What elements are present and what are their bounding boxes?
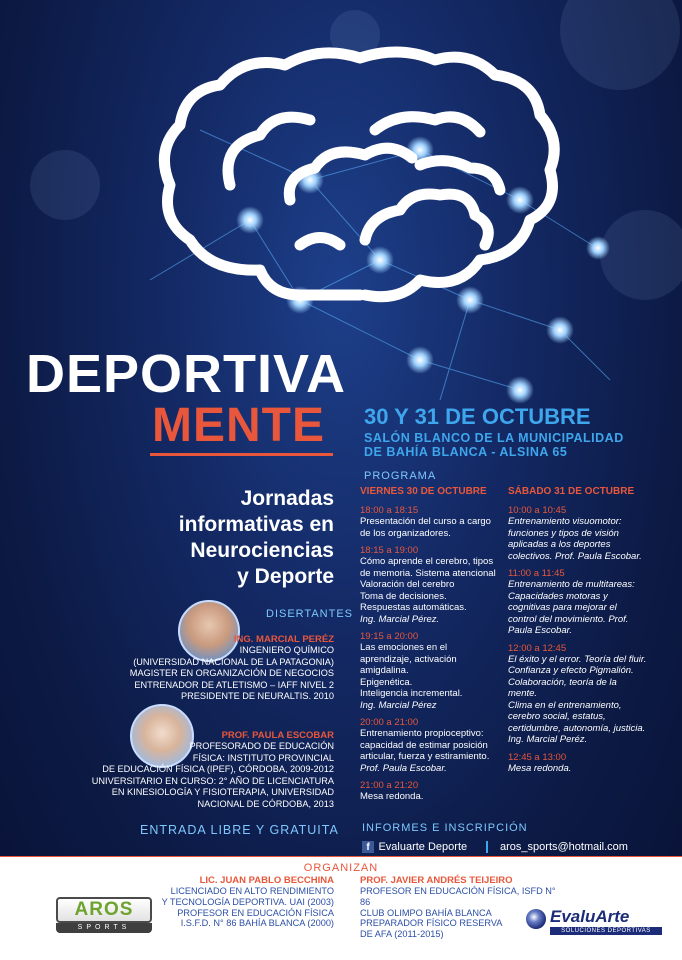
program-heading: PROGRAMA [364, 470, 437, 482]
program-text: cerebro social, estatus, [508, 711, 606, 722]
subtitle-line: y Deporte [237, 565, 334, 588]
organizer-detail: PROFESOR EN EDUCACIÓN FÍSICA, ISFD N° 86 [360, 886, 556, 907]
program-text: Respuestas automáticas. [360, 602, 467, 613]
program-item [508, 643, 673, 746]
speaker-name: ING. MARCIAL PERÉZ [233, 634, 334, 645]
program-text: cognitivas para mejorar el [508, 602, 617, 613]
program-text: Colaboración, teoría de la [508, 676, 617, 688]
speaker-detail: INGENIERO QUÍMICO [239, 645, 334, 655]
contact-email-link[interactable]: aros_sports@hotmail.com [500, 840, 628, 853]
program-time: 11:00 a 11:45 [508, 568, 565, 579]
organizer-detail: CLUB OLIMPO BAHÍA BLANCA [360, 907, 492, 918]
program-text: articular, fuerza y estiramiento. [360, 751, 490, 762]
organizer-detail: DE AFA (2011-2015) [360, 929, 444, 940]
speaker-detail: MAGISTER EN ORGANIZACIÓN DE NEGOCIOS [129, 668, 334, 678]
organizer-detail: PREPARADOR FÍSICO RESERVA [360, 918, 503, 929]
program-item [360, 717, 510, 774]
event-venue [364, 431, 624, 459]
saturday-heading: SÁBADO 31 DE OCTUBRE [508, 486, 635, 497]
program-text: Epigenética. [360, 676, 413, 688]
program-text: aplicadas a los deportes [508, 539, 611, 550]
program-text: funciones y tipos de visión [508, 527, 619, 539]
program-text: aprendizaje, activación [360, 653, 457, 665]
program-text: capacidad de estimar posición [360, 739, 488, 751]
speaker-detail: UNIVERSITARIO EN CURSO: 2° AÑO DE LICENCIATURA [91, 775, 334, 786]
organizers-heading: ORGANIZAN [303, 862, 379, 874]
program-text: control del movimiento. Prof. [508, 613, 629, 625]
program-text: Ing. Marcial Pérez. [360, 613, 440, 625]
program-time: 21:00 a 21:20 [360, 780, 419, 791]
speaker-marcial [98, 634, 334, 703]
contact-heading: INFORMES E INSCRIPCIÓN [362, 822, 528, 834]
venue-line: DE BAHÍA BLANCA - ALSINA 65 [364, 445, 568, 459]
program-time: 18:15 a 19:00 [360, 545, 419, 556]
program-text: Las emociones en el [360, 642, 448, 653]
organizer-name: PROF. JAVIER ANDRÉS TEIJEIRO [360, 875, 513, 886]
speaker-name: PROF. PAULA ESCOBAR [221, 730, 334, 741]
program-text: Clima en el entrenamiento, [508, 699, 622, 711]
program-text: Mesa redonda. [508, 762, 572, 774]
program-text: Confianza y efecto Pigmalión. [508, 665, 634, 676]
organizer-detail: PROFESOR EN EDUCACIÓN FÍSICA [177, 907, 334, 918]
program-text: Entrenamiento de multitareas: [508, 579, 635, 590]
speaker-detail: NACIONAL DE CÓRDOBA, 2013 [197, 798, 334, 809]
evaluarte-logo-subtext: SOLUCIONES DEPORTIVAS [550, 927, 662, 935]
program-text: colectivos. Prof. Paula Escobar. [508, 550, 642, 562]
program-item [508, 568, 673, 637]
brain-icon [150, 40, 570, 320]
program-text: Ing. Marcial Pérez [360, 699, 437, 711]
evaluarte-logo [526, 907, 666, 935]
program-saturday [508, 486, 673, 774]
facebook-page-link[interactable]: Evaluarte Deporte [378, 840, 468, 853]
title-mente: MENTE [152, 399, 325, 452]
subtitle-line: informativas en [178, 513, 334, 536]
program-text: mente. [508, 688, 538, 699]
speaker-detail: FÍSICA: INSTITUTO PROVINCIAL [192, 752, 334, 763]
speaker-detail: PROFESORADO DE EDUCACIÓN [189, 741, 334, 751]
event-date: 30 Y 31 DE OCTUBRE [364, 404, 591, 429]
glow-node [506, 376, 534, 404]
program-text: amigdalina. [360, 665, 409, 676]
evaluarte-globe-icon [526, 909, 546, 929]
glow-node [406, 346, 434, 374]
program-time: 10:00 a 10:45 [508, 505, 567, 516]
facebook-icon: f [362, 841, 374, 853]
program-text: El éxito y el error. Teoría del fluir. [508, 653, 647, 665]
program-friday [360, 486, 510, 803]
organizer-detail: LICENCIADO EN ALTO RENDIMIENTO [170, 886, 334, 896]
program-item [508, 505, 673, 562]
program-text: Valoración del cerebro [360, 579, 455, 590]
glow-node [586, 236, 610, 260]
title-deportiva: DEPORTIVA [26, 344, 347, 404]
evaluarte-logo-text: EvaluArte [550, 907, 630, 926]
program-time: 19:15 a 20:00 [360, 631, 419, 642]
program-text: Entrenamiento propioceptivo: [360, 728, 484, 739]
speaker-detail: ENTRENADOR DE ATLETISMO – IAFF NIVEL 2 [134, 679, 334, 690]
contact-divider [486, 841, 488, 853]
program-time: 18:00 a 18:15 [360, 505, 419, 516]
program-text: Cómo aprende el cerebro, tipos [360, 556, 494, 567]
program-text: Inteligencia incremental. [360, 688, 463, 699]
program-text: certidumbre, autonomía, justicia. [508, 722, 646, 734]
speaker-detail: DE EDUCACIÓN FÍSICA (IPEF), CÓRDOBA, 2009-2012 [102, 764, 334, 774]
program-text: Capacidades motoras y [508, 590, 608, 602]
program-text: Prof. Paula Escobar. [360, 762, 447, 774]
program-text: Presentación del curso a cargo [360, 516, 491, 527]
friday-heading: VIERNES 30 DE OCTUBRE [360, 486, 487, 497]
program-item [360, 631, 510, 711]
program-time: 12:00 a 12:45 [508, 642, 567, 654]
aros-logo-text: AROS [56, 897, 152, 923]
venue-line: SALÓN BLANCO DE LA MUNICIPALIDAD [364, 431, 624, 445]
program-item [360, 545, 510, 625]
program-time: 20:00 a 21:00 [360, 717, 419, 728]
footer [0, 857, 682, 960]
speakers-heading: DISERTANTES [266, 608, 353, 620]
speaker-detail: EN KINESIOLOGÍA Y FISIOTERAPIA, UNIVERSIDAD [111, 787, 334, 797]
title-underline [150, 453, 333, 456]
program-text: Mesa redonda. [360, 791, 424, 802]
program-item [360, 505, 510, 539]
program-text: de los organizadores. [360, 527, 451, 539]
aros-logo-subtext: SPORTS [56, 923, 152, 933]
program-text: Entrenamiento visuomotor: [508, 516, 622, 527]
organizer-name: LIC. JUAN PABLO BECCHINA [199, 875, 334, 886]
subtitle-line: Neurociencias [190, 539, 334, 562]
subtitle-line: Jornadas [240, 487, 334, 510]
free-entry-note: ENTRADA LIBRE Y GRATUITA [140, 823, 339, 837]
speaker-detail: PRESIDENTE DE NEURALTIS. 2010 [180, 691, 334, 701]
program-text: Ing. Marcial Peréz. [508, 734, 588, 745]
organizer-detail: I.S.F.D. N° 86 BAHÍA BLANCA (2000) [180, 918, 334, 929]
program-item [360, 780, 510, 803]
aros-sports-logo [56, 897, 152, 933]
organizer-detail: Y TECNOLOGÍA DEPORTIVA. UAI (2003) [161, 896, 334, 907]
program-text: Toma de decisiones. [360, 590, 447, 602]
program-text: de memoria. Sistema atencional [360, 567, 496, 579]
program-time: 12:45 a 13:00 [508, 751, 567, 763]
event-subtitle [74, 486, 334, 590]
speaker-paula [60, 730, 334, 810]
contact-row [362, 838, 662, 852]
program-text: Paula Escobar. [508, 625, 573, 636]
program-item [508, 752, 673, 775]
glow-node [546, 316, 574, 344]
speaker-detail: (UNIVERSIDAD NACIONAL DE LA PATAGONIA) [133, 656, 334, 667]
